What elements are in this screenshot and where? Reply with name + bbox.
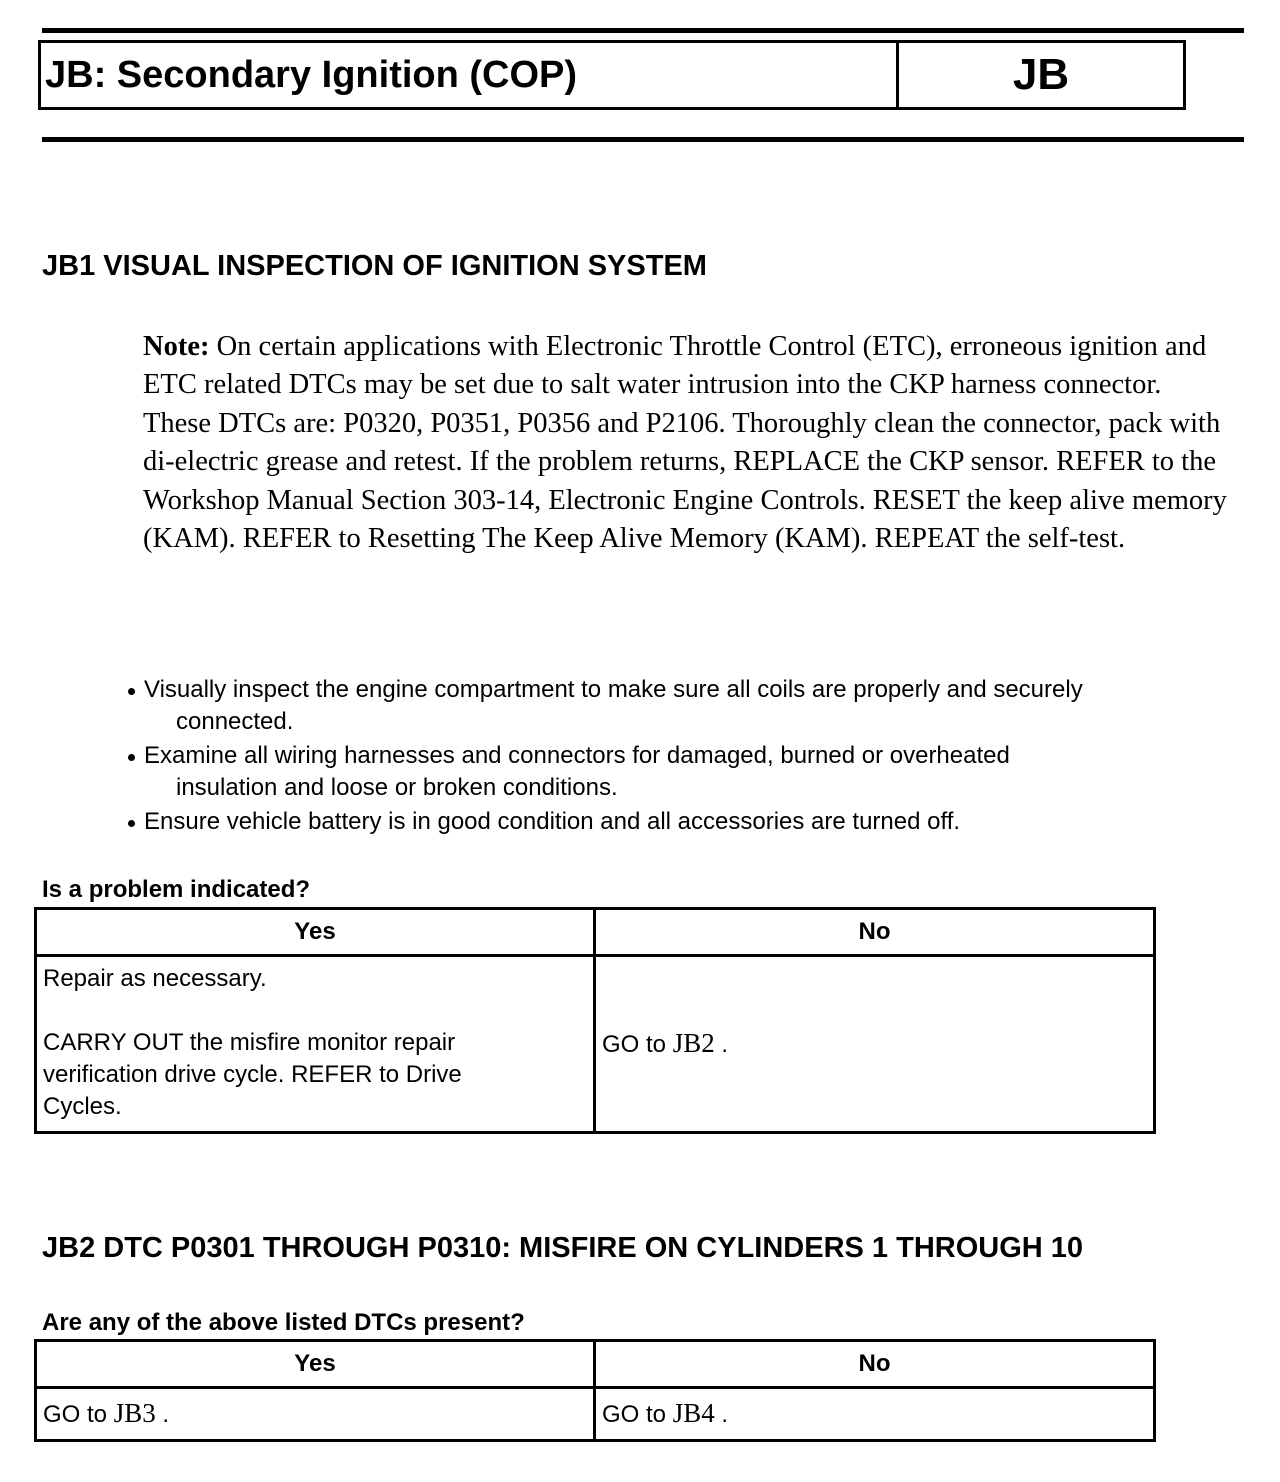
table-row [36,956,1155,1133]
yes-action-2: CARRY OUT the misfire monitor repair verification drive cycle. REFER to Drive Cycles. [43,1029,462,1120]
list-item [124,740,1244,804]
no-header: No [595,1341,1155,1388]
bullet-text: Visually inspect the engine compartment to make sure all coils are properly and securely [144,676,1083,703]
note-text: On certain applications with Electronic Throttle Control (ETC), erroneous ignition and ETC related DTCs may be set due to salt water intrusion into the CKP harness connector. These DTCs are: P0320, P0351, P0356 and P2106. Thoroughly clean the connector, pack with di-electric grease and retest. If the problem returns, REPLACE the CKP sensor. REFER to the Workshop Manual Section 303-14, Electronic Engine Controls. RESET the keep alive memory (KAM). REFER to Resetting The Keep Alive Memory (KAM). REPEAT the self-test. [143,331,1227,555]
no-cell [595,1388,1155,1441]
yes-action-1: Repair as necessary. [43,965,267,992]
bullet-text-cont: insulation and loose or broken conditions. [176,774,618,801]
jb1-bullet-list [124,674,1244,840]
jb2-question: Are any of the above listed DTCs present? [42,1309,525,1336]
jb2-heading: JB2 DTC P0301 THROUGH P0310: MISFIRE ON CYLINDERS 1 THROUGH 10 [42,1232,1084,1264]
bullet-text: Ensure vehicle battery is in good condition and all accessories are turned off. [144,808,961,835]
table-header-row [36,1341,1155,1388]
jb1-answer-table [34,907,1156,1134]
yes-cell [36,956,595,1133]
page-title: JB: Secondary Ignition (COP) [41,43,899,107]
no-go-suffix: . [714,1031,729,1058]
header-box [38,40,1186,110]
jb1-note [143,328,1233,558]
go-to-jb2-link[interactable]: JB2 [672,1028,715,1058]
top-rule [42,28,1244,33]
no-go-prefix: GO to [602,1031,673,1058]
note-label: Note: [143,331,210,362]
no-go-prefix: GO to [602,1401,673,1428]
section-code: JB [1012,50,1070,99]
no-cell [595,956,1155,1133]
yes-go-prefix: GO to [43,1401,114,1428]
bullet-text: Examine all wiring harnesses and connectors for damaged, burned or overheated [144,742,1010,769]
jb2-answer-table [34,1339,1156,1442]
yes-header: Yes [36,1341,595,1388]
bullet-text-cont: connected. [176,708,294,735]
table-row [36,1388,1155,1441]
yes-cell [36,1388,595,1441]
list-item [124,674,1244,738]
header-bottom-rule [42,137,1244,142]
table-header-row [36,909,1155,956]
list-item [124,806,1244,838]
go-to-jb4-link[interactable]: JB4 [672,1398,715,1428]
yes-header: Yes [36,909,595,956]
jb1-heading: JB1 VISUAL INSPECTION OF IGNITION SYSTEM [42,250,707,282]
yes-go-suffix: . [155,1401,170,1428]
no-header: No [595,909,1155,956]
no-go-suffix: . [714,1401,729,1428]
jb1-question: Is a problem indicated? [42,876,311,903]
go-to-jb3-link[interactable]: JB3 [113,1398,156,1428]
